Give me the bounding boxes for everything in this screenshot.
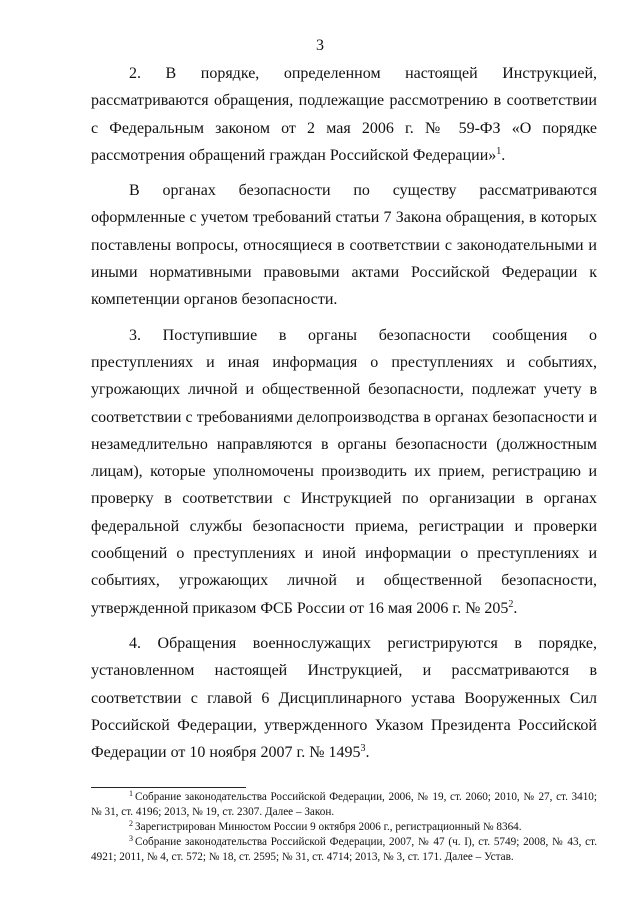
paragraph-3-crime-reports — [91, 322, 597, 622]
body-text — [91, 60, 597, 774]
paragraph-2-scope — [91, 60, 597, 169]
paragraph-tail: . — [501, 146, 506, 164]
footnote-divider — [91, 787, 246, 788]
paragraph-text: 2. В порядке, определенном настоящей Инструкцией, рассматриваются обращения, подлежащие рассмотрению в соответствии с Федеральным законом от 2 мая 2006 г. № 59-ФЗ «О порядке рассмотрения обращений граждан Российской Федерации» — [91, 65, 597, 164]
page-number: 3 — [316, 37, 324, 54]
footnote-number: 3 — [129, 834, 133, 843]
paragraph-tail: . — [513, 599, 518, 617]
footnote-number: 1 — [129, 789, 133, 798]
paragraph-text: В органах безопасности по существу рассматриваются оформленные с учетом требований статьи 7 Закона обращения, в которых поставлены вопросы, относящиеся в соответствии с законодательными и иными нормативными правовыми актами Российской Федерации к компетенции органов безопасности. — [91, 182, 597, 309]
footnote-number: 2 — [129, 819, 133, 828]
footnote-text: Зарегистрирован Минюстом России 9 октября 2006 г., регистрационный № 8364. — [135, 821, 522, 833]
footnotes — [91, 790, 597, 865]
footnote-ref: 3 — [360, 743, 366, 755]
paragraph-4-military-appeals — [91, 630, 597, 766]
paragraph-text: 4. Обращения военнослужащих регистрируются в порядке, установленном настоящей Инструкцией, и рассматриваются в соответствии с главой 6 Дисциплинарного устава Вооруженных Сил Российской Федерации, утвержденного Указом Президента Российской Федерации от 10 ноября 2007 г. № 1495 — [91, 634, 597, 762]
footnote-3 — [91, 835, 597, 865]
footnote-2 — [91, 820, 597, 835]
footnote-ref: 2 — [508, 598, 514, 610]
footnote-1 — [91, 790, 597, 820]
footnote-text: Собрание законодательства Российской Федерации, 2006, № 19, ст. 2060; 2010, № 27, ст. 3410; № 31, ст. 4196; 2013, № 19, ст. 2307. Далее – Закон. — [91, 791, 597, 818]
paragraph-text: 3. Поступившие в органы безопасности сообщения о преступлениях и иная информация о преступлениях и событиях, угрожающих личной и общественной безопасности, подлежат учету в соответствии с требованиями делопроизводства в органах безопасности и незамедлительно направляются в органы безопасности (должностным лицам), которые уполномочены производить их прием, регистрацию и проверку в соответствии с Инструкцией по организации в органах федеральной службы безопасности приема, регистрации и проверки сообщений о преступлениях и иной информации о преступлениях и событиях, угрожающих личной и общественной безопасности, утвержденной приказом ФСБ России от 16 мая 2006 г. № 205 — [91, 326, 597, 617]
paragraph-tail: . — [365, 744, 370, 762]
footnote-ref: 1 — [496, 145, 502, 157]
paragraph-2-competence — [91, 177, 597, 313]
footnote-text: Собрание законодательства Российской Федерации, 2007, № 47 (ч. I), ст. 5749; 2008, № 43, ст. 4921; 2011, № 4, ст. 572; № 18, ст. 2595; № 31, ст. 4714; 2013, № 3, ст. 171. Далее – Устав. — [91, 836, 597, 863]
